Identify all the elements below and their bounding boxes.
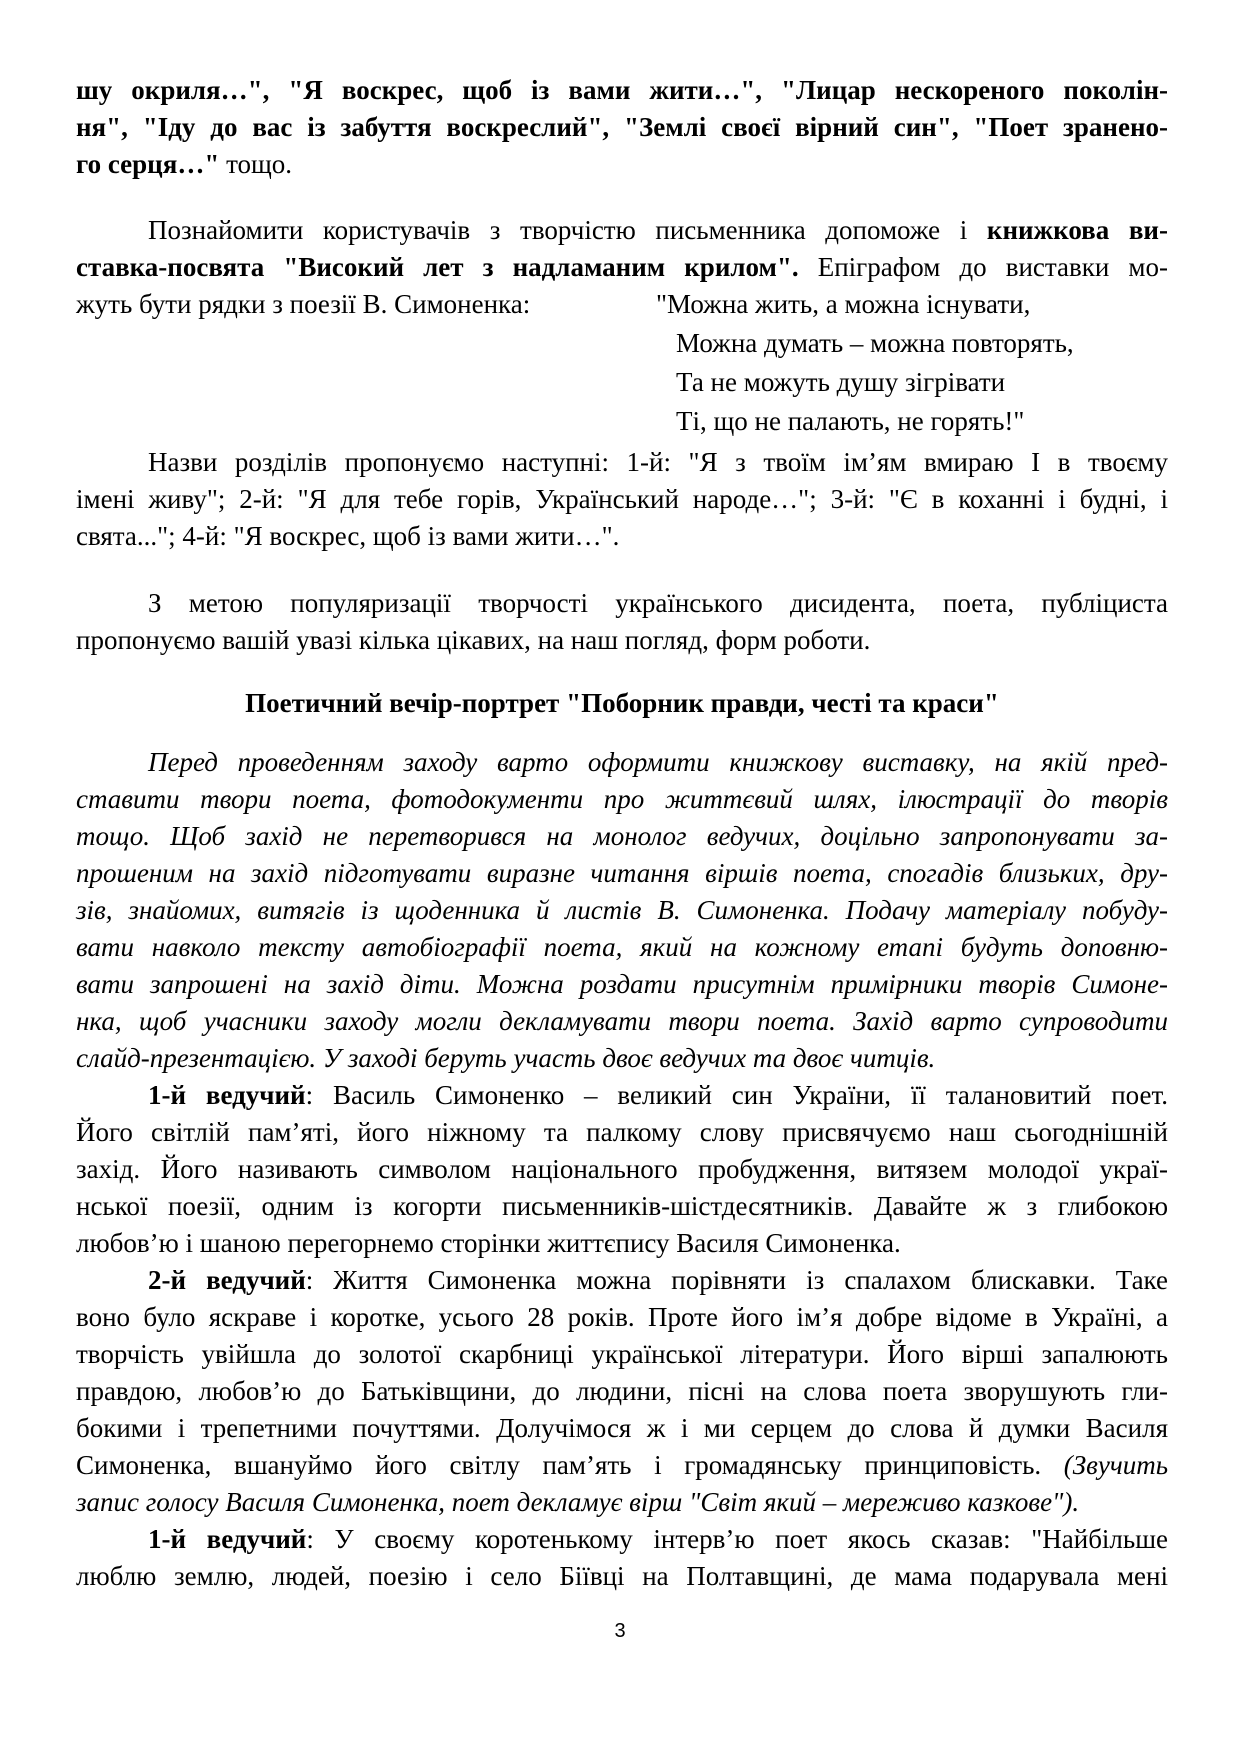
poem-line-4: Ті, що не палають, не горять!" xyxy=(676,406,1025,436)
text-line: вати навколо тексту автобіографії поета, який на кожному етапі будуть доповню- xyxy=(76,932,1168,962)
text-line: вати запрошені на захід діти. Можна роздати присутнім примірники творів Симоне- xyxy=(76,969,1168,999)
text-line: 1-й ведучий: Василь Симоненко – великий син України, її талановитий поет. xyxy=(148,1080,1168,1110)
poem-line-1: "Можна жить, а можна існувати, xyxy=(656,289,1031,319)
poem-line-2: Можна думать – можна повторять, xyxy=(676,328,1074,358)
text-line: шу окриля…", "Я воскрес, щоб із вами жити…", "Лицар нескореного поколін- xyxy=(76,75,1168,105)
paragraph-sections xyxy=(76,444,1168,555)
text-line: Назви розділів пропонуємо наступні: 1-й: "Я з твоїм ім’ям вмираю І в твоєму xyxy=(148,447,1168,477)
section-heading: Поетичний вечір-портрет "Поборник правди, честі та краси" xyxy=(245,688,999,718)
text-line: Його світлій пам’яті, його ніжному та палкому слову присвячуємо наш сьогоднішній xyxy=(76,1117,1168,1147)
text-line: творчість увійшла до золотої скарбниці української літератури. Його вірші запалюють xyxy=(76,1339,1168,1369)
speaker-label: 1-й ведучий xyxy=(148,1080,306,1110)
text-line: свята..."; 4-й: "Я воскрес, щоб із вами жити…". xyxy=(76,521,620,551)
text-line: захід. Його називають символом національного пробудження, витязем молодої украї- xyxy=(76,1154,1168,1184)
text-line: тощо. Щоб захід не перетворився на монолог ведучих, доцільно запропонувати за- xyxy=(76,821,1168,851)
page-number: 3 xyxy=(614,1620,626,1642)
text-line: го серця…" тощо. xyxy=(76,149,293,179)
text-line: Симоненка, вшануймо його світлу пам’ять і громадянську принциповість. (Звучить xyxy=(76,1450,1168,1480)
text-line: ставка-посвята "Високий лет з надламаним крилом". Епіграфом до виставки мо- xyxy=(76,252,1168,282)
text-line: любов’ю і шаною перегорнемо сторінки життєпису Василя Симоненка. xyxy=(76,1228,901,1258)
speaker-label: 2-й ведучий xyxy=(148,1265,306,1295)
text-line: ня", "Іду до вас із забуття воскреслий", "Землі своєї вірний син", "Поет зранено- xyxy=(76,112,1168,142)
text-line: жуть бути рядки з поезії В. Симоненка: xyxy=(76,289,531,319)
text-line: запис голосу Василя Симоненка, поет декламує вірш "Світ який – мереживо казкове"). xyxy=(76,1487,1080,1517)
text-line: імені живу"; 2-й: "Я для тебе горів, Український народе…"; 3-й: "Є в коханні і будні, і xyxy=(76,484,1168,514)
text-line: 2-й ведучий: Життя Симоненка можна порівняти із спалахом блискавки. Таке xyxy=(148,1265,1168,1295)
paragraph-popularization xyxy=(76,585,1168,659)
text-line: ставити твори поета, фотодокументи про життєвий шлях, ілюстрації до творів xyxy=(76,784,1168,814)
text-line: нка, щоб учасники заходу могли декламувати твори поета. Захід варто супроводити xyxy=(76,1006,1168,1036)
poem-line-3: Та не можуть душу зігрівати xyxy=(676,367,1006,397)
text-line: зів, знайомих, витягів із щоденника й листів В. Симоненка. Подачу матеріалу побуду- xyxy=(76,895,1168,925)
text-line: слайд-презентацією. У заході беруть участь двоє ведучих та двоє читців. xyxy=(76,1043,936,1073)
text-line: прошеним на захід підготувати виразне читання віршів поета, спогадів близьких, дру- xyxy=(76,858,1168,888)
text-line: Перед проведенням заходу варто оформити книжкову виставку, на якій пред- xyxy=(148,747,1168,777)
text-line: бокими і трепетними почуттями. Долучімося ж і ми серцем до слова й думки Василя xyxy=(76,1413,1168,1443)
paragraph-instructions xyxy=(76,744,1168,1077)
text-line: нської поезії, одним із когорти письменників-шістдесятників. Давайте ж з глибокою xyxy=(76,1191,1168,1221)
text-line: воно було яскраве і коротке, усього 28 років. Проте його ім’я добре відоме в Україні, а xyxy=(76,1302,1168,1332)
paragraph-host-1-interview xyxy=(76,1521,1168,1595)
text-line: 1-й ведучий: У своєму коротенькому інтерв’ю поет якось сказав: "Найбільше xyxy=(148,1524,1168,1554)
text-line: З метою популяризації творчості українського дисидента, поета, публіциста xyxy=(148,588,1168,618)
paragraph-host-1 xyxy=(76,1077,1168,1262)
text-line: Познайомити користувачів з творчістю письменника допоможе і книжкова ви- xyxy=(148,215,1168,245)
text-line: правдою, любов’ю до Батьківщини, до людини, пісні на слова поета зворушують гли- xyxy=(76,1376,1168,1406)
text-line: пропонуємо вашій увазі кілька цікавих, на наш погляд, форм роботи. xyxy=(76,625,871,655)
speaker-label: 1-й ведучий xyxy=(148,1524,307,1554)
paragraph-continuation xyxy=(76,72,1168,183)
text-line: люблю землю, людей, поезію і село Біївці на Полтавщині, де мама подарувала мені xyxy=(76,1561,1168,1591)
paragraph-host-2 xyxy=(76,1262,1168,1521)
